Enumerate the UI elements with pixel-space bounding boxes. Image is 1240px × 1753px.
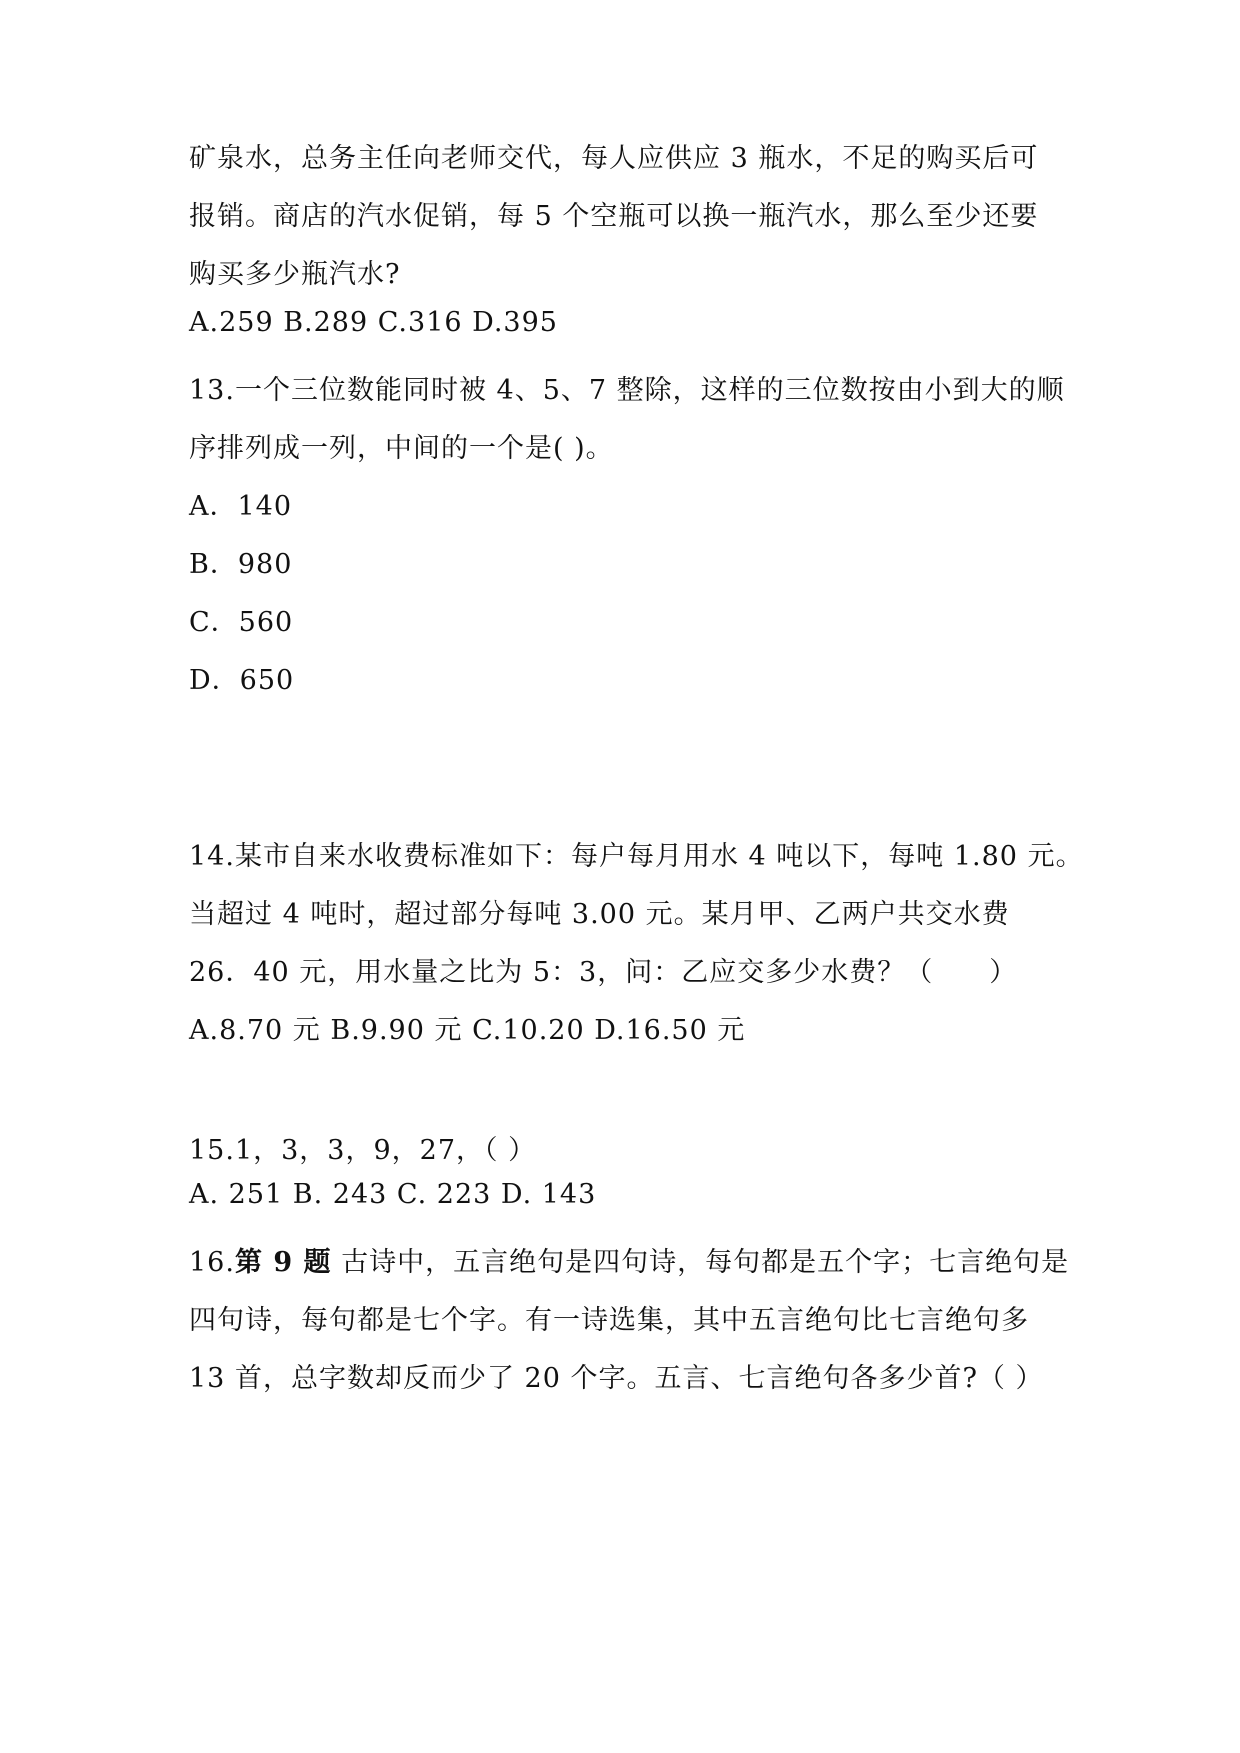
q14-text-line-3: 26．40 元，用水量之比为 5：3，问：乙应交多少水费？（ ） [189,957,1018,988]
q12-text-line-2: 报销。商店的汽水促销，每 5 个空瓶可以换一瓶汽水，那么至少还要 [189,201,1039,232]
q16-text-line-1 [189,1246,1069,1280]
q13-option-c: C．560 [189,607,294,638]
q15-text-line-1: 15.1，3，3，9，27，（ ） [189,1135,537,1166]
q13-option-d: D．650 [189,665,295,696]
q16-bold-label: 第 9 题 [234,1247,332,1278]
q16-text-line-2: 四句诗，每句都是七个字。有一诗选集，其中五言绝句比七言绝句多 [189,1305,1029,1336]
q13-option-a: A．140 [189,491,293,522]
q12-text-line-3: 购买多少瓶汽水? [189,259,401,290]
q14-text-line-2: 当超过 4 吨时，超过部分每吨 3.00 元。某月甲、乙两户共交水费 [189,899,1010,930]
q13-option-b: B．980 [189,549,293,580]
q14-text-line-1: 14.某市自来水收费标准如下：每户每月用水 4 吨以下，每吨 1.80 元。 [189,841,1084,872]
q13-text-line-2: 序排列成一列，中间的一个是( )。 [189,433,614,464]
q16-number: 16. [189,1247,235,1278]
q16-text-line-3: 13 首，总字数却反而少了 20 个字。五言、七言绝句各多少首?（ ） [189,1363,1044,1394]
q15-options: A. 251 B. 243 C. 223 D. 143 [189,1179,597,1210]
q16-line-1-rest: 古诗中，五言绝句是四句诗，每句都是五个字；七言绝句是 [331,1247,1070,1278]
q12-options: A.259 B.289 C.316 D.395 [189,307,558,338]
q13-text-line-1: 13.一个三位数能同时被 4、5、7 整除，这样的三位数按由小到大的顺 [189,375,1065,406]
q12-text-line-1: 矿泉水，总务主任向老师交代，每人应供应 3 瓶水，不足的购买后可 [189,143,1039,174]
q14-options: A.8.70 元 B.9.90 元 C.10.20 D.16.50 元 [189,1015,746,1046]
